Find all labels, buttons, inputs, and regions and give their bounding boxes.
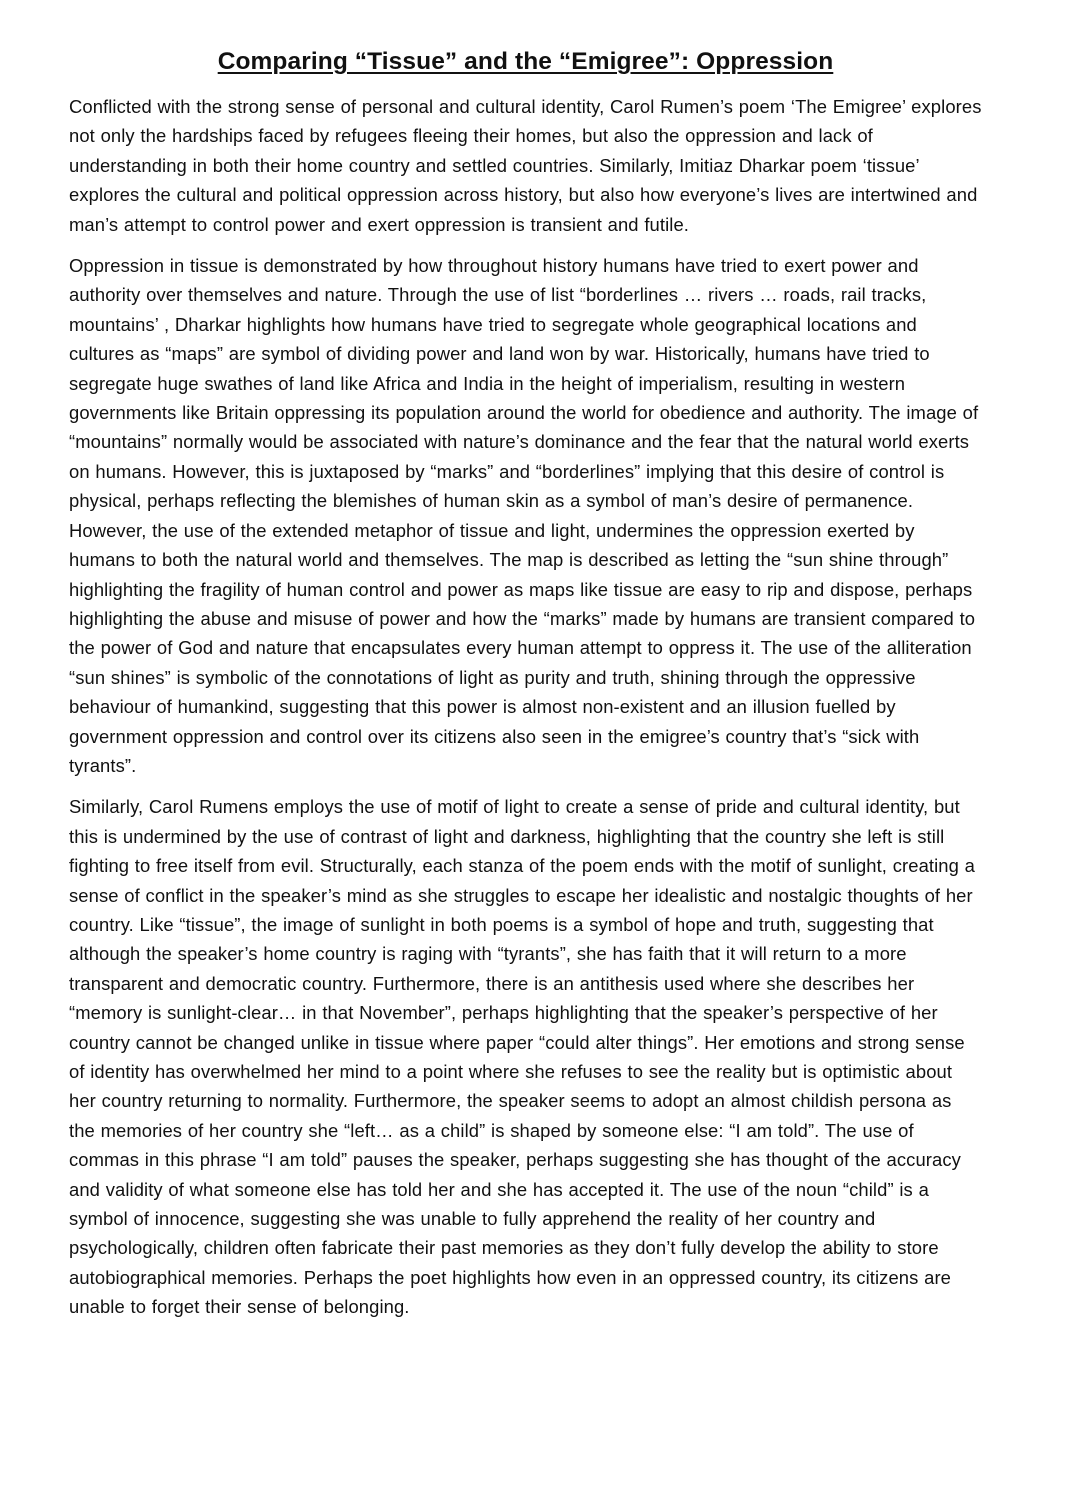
document-title: Comparing “Tissue” and the “Emigree”: Oppression	[217, 48, 834, 75]
paragraph-tissue-analysis: Oppression in tissue is demonstrated by how throughout history humans have tried to exert power and authority over themselves and nature. Through the use of list “borderlines … rivers … roads, rail tracks, mountains’ , Dharkar highlights how humans have tried to segregate whole geographical locations and cultures as “maps” are symbol of dividing power and land won by war. Historically, humans have tried to segregate huge swathes of land like Africa and India in the height of imperialism, resulting in western governments like Britain oppressing its population around the world for obedience and authority. The image of “mountains” normally would be associated with nature’s dominance and the fear that the natural world exerts on humans. However, this is juxtaposed by “marks” and “borderlines” implying that this desire of control is physical, perhaps reflecting the blemishes of human skin as a symbol of man’s desire of permanence. However, the use of the extended metaphor of tissue and light, undermines the oppression exerted by humans to both the natural world and themselves. The map is described as letting the “sun shine through” highlighting the fragility of human control and power as maps like tissue are easy to rip and dispose, perhaps highlighting the abuse and misuse of power and how the “marks” made by humans are transient compared to the power of God and nature that encapsulates every human attempt to oppress it. The use of the alliteration “sun shines” is symbolic of the connotations of light as purity and truth, shining through the oppressive behaviour of humankind, suggesting that this power is almost non-existent and an illusion fuelled by government oppression and control over its citizens also seen in the emigree’s country that’s “sick with tyrants”.	[69, 255, 979, 776]
paragraph-emigree-analysis: Similarly, Carol Rumens employs the use of motif of light to create a sense of pride and cultural identity, but this is undermined by the use of contrast of light and darkness, highlighting that the country she left is still fighting to free itself from evil. Structurally, each stanza of the poem ends with the motif of sunlight, creating a sense of conflict in the speaker’s mind as she struggles to escape her idealistic and nostalgic thoughts of her country. Like “tissue”, the image of sunlight in both poems is a symbol of hope and truth, suggesting that although the speaker’s home country is raging with “tyrants”, she has faith that it will return to a more transparent and democratic country. Furthermore, there is an antithesis used where she describes her “memory is sunlight-clear… in that November”, perhaps highlighting that the speaker’s perspective of her country cannot be changed unlike in tissue where paper “could alter things”. Her emotions and strong sense of identity has overwhelmed her mind to a point where she refuses to see the reality but is optimistic about her country returning to normality. Furthermore, the speaker seems to adopt an almost childish persona as the memories of her country she “left… as a child” is shaped by someone else: “I am told”. The use of commas in this phrase “I am told” pauses the speaker, perhaps suggesting she has thought of the accuracy and validity of what someone else has told her and she has accepted it. The use of the noun “child” is a symbol of innocence, suggesting she was unable to fully apprehend the reality of her country and psychologically, children often fabricate their past memories as they don’t fully develop the ability to store autobiographical memories. Perhaps the poet highlights how even in an oppressed country, its citizens are unable to forget their sense of belonging.	[69, 796, 975, 1318]
paragraph-introduction: Conflicted with the strong sense of personal and cultural identity, Carol Rumen’s poem ‘The Emigree’ explores not only the hardships faced by refugees fleeing their homes, but also the oppression and lack of understanding in both their home country and settled countries. Similarly, Imitiaz Dharkar poem ‘tissue’ explores the cultural and political oppression across history, but also how everyone’s lives are intertwined and man’s attempt to control power and exert oppression is transient and futile.	[69, 96, 982, 235]
